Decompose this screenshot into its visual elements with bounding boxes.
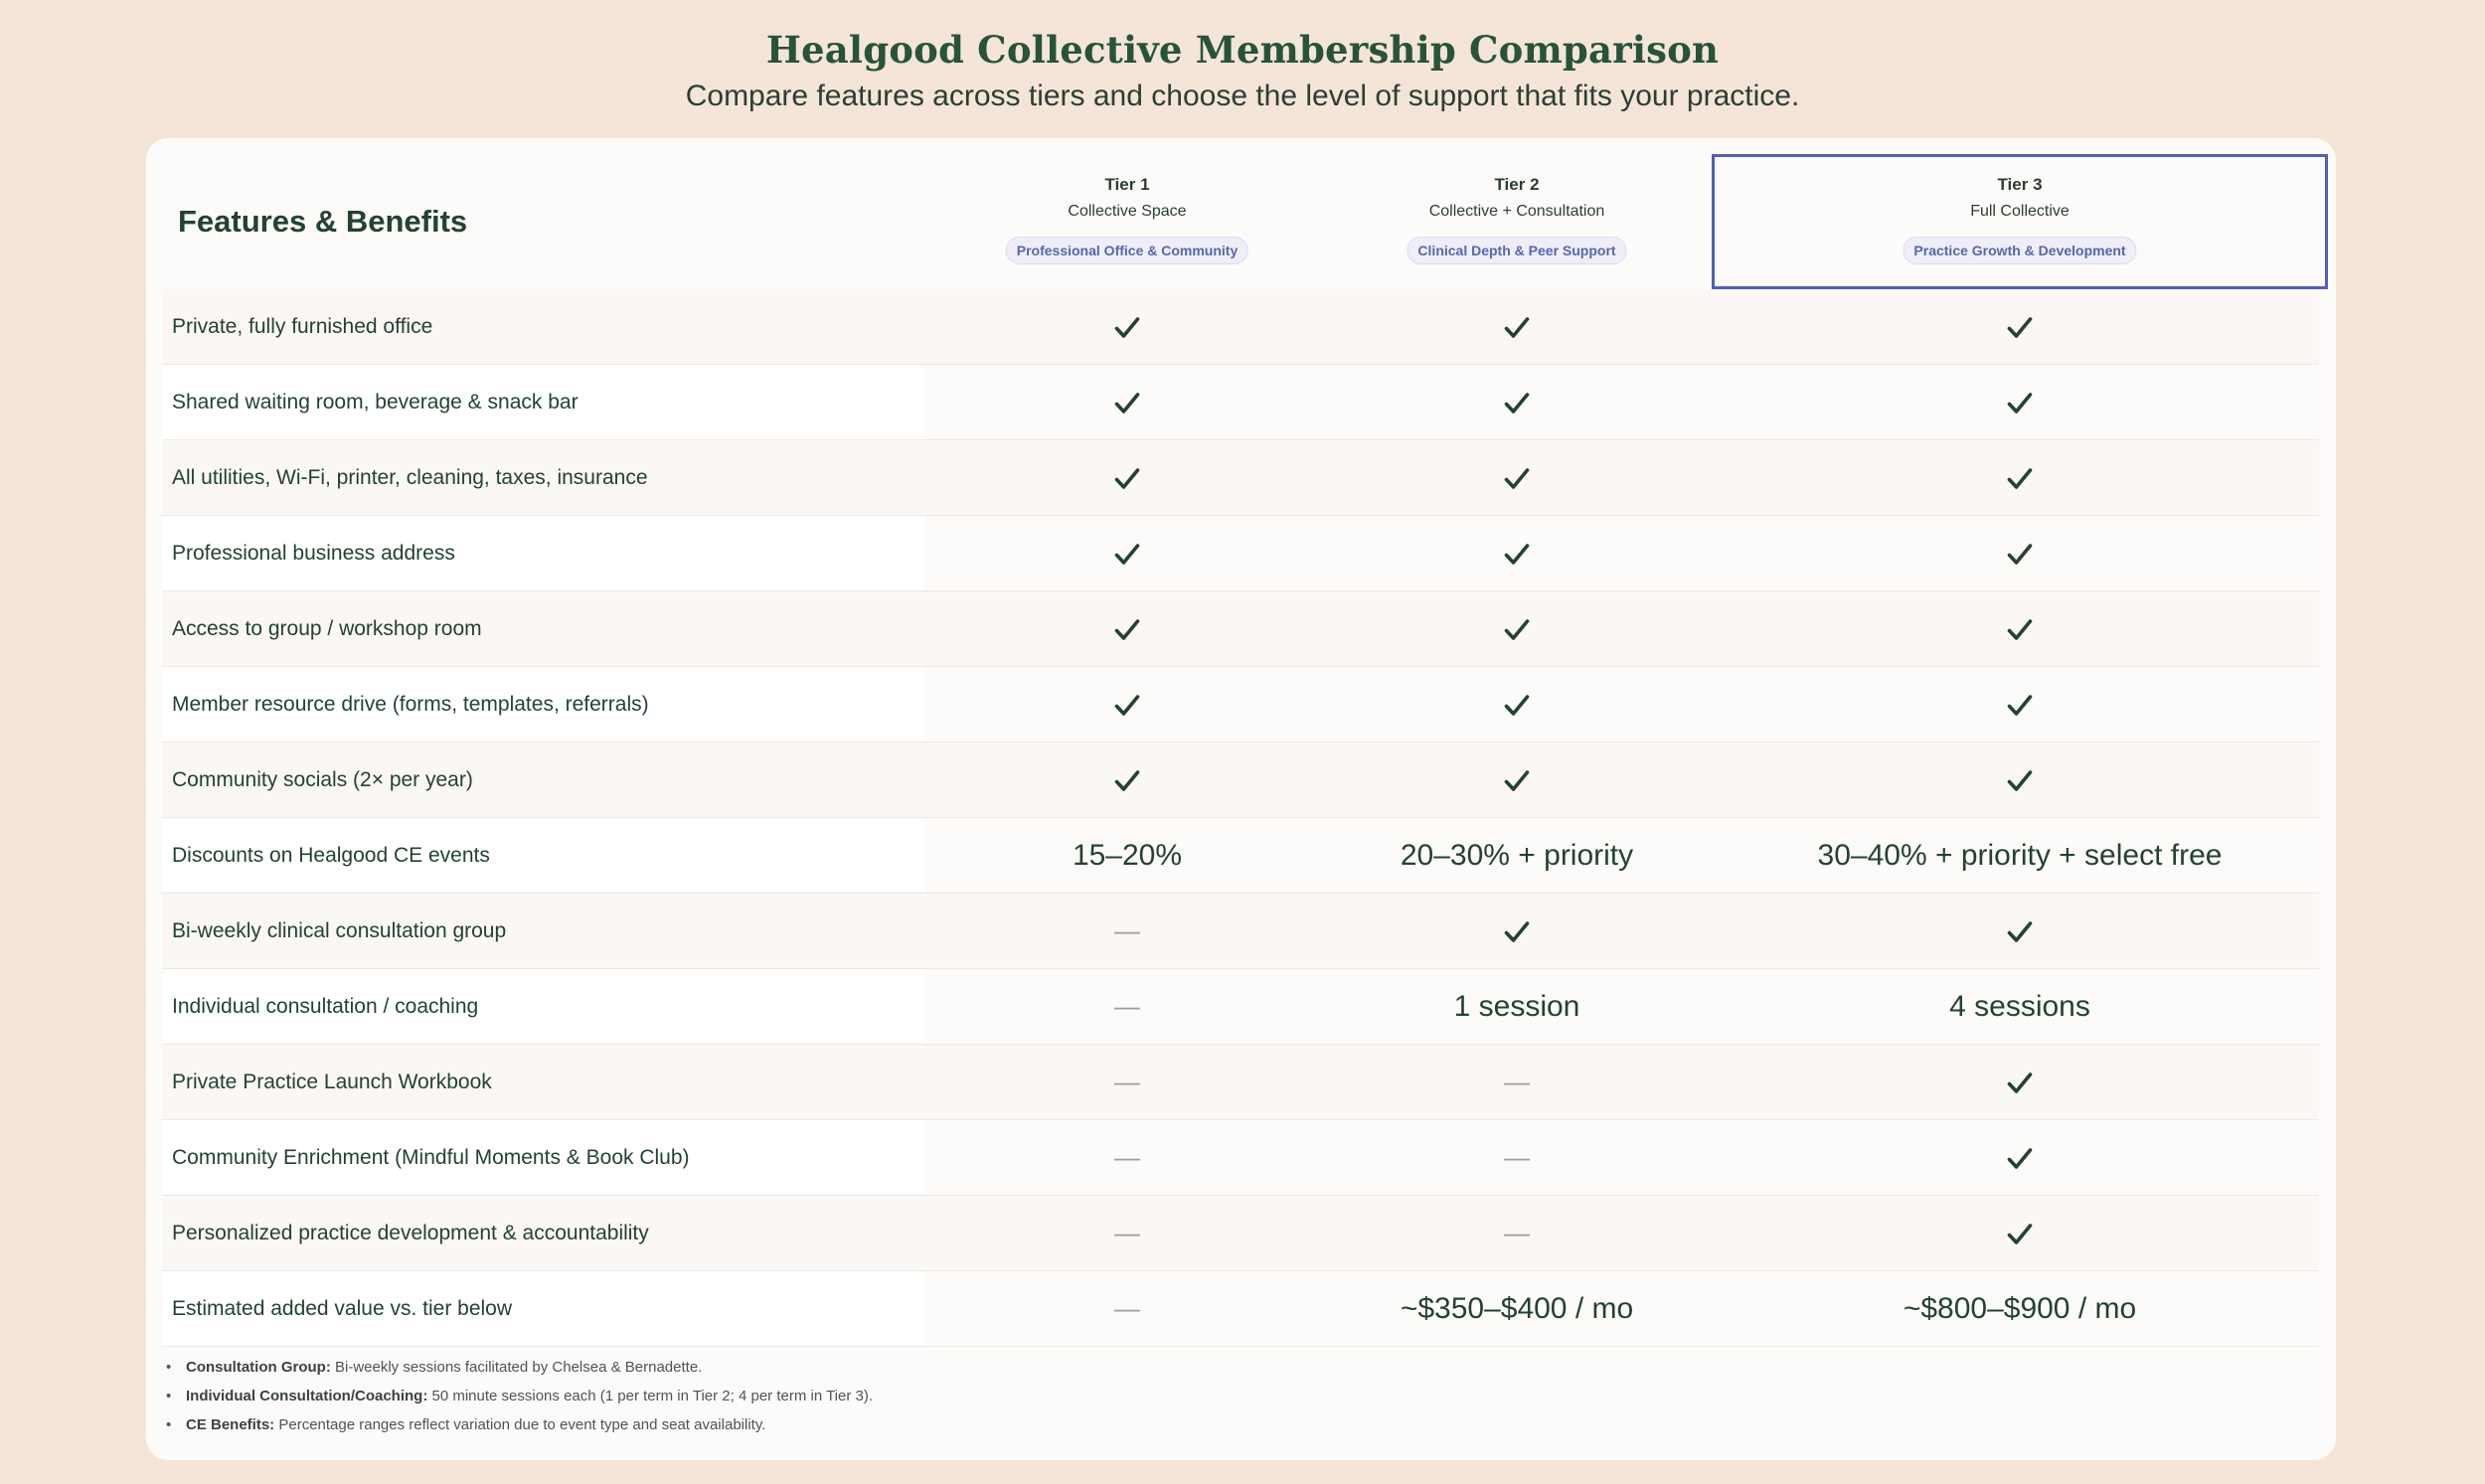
tier-2-included [1322,742,1712,817]
tier-1-included [932,591,1322,666]
tier-3-included [1712,365,2328,439]
tier-subtitle: Full Collective [1970,203,2070,220]
tier-badge: Practice Growth & Development [1903,237,2136,264]
tier-2-included [1322,440,1712,515]
feature-label: Shared waiting room, beverage & snack bar [162,365,924,439]
tier-2-value: 1 session [1453,990,1580,1023]
footnote [166,1382,1359,1410]
tier-values [924,289,2319,364]
tier-values [924,1045,2319,1119]
tier-badge: Clinical Depth & Peer Support [1407,237,1626,264]
feature-label: Private Practice Launch Workbook [162,1045,924,1119]
tier-values [924,818,2319,893]
check-icon [2007,1147,2033,1171]
footnote-text: Percentage ranges reflect variation due to event type and seat availability. [274,1416,766,1433]
tier-3-included [1712,1196,2328,1270]
feature-label: Personalized practice development & accountability [162,1196,924,1270]
tier-subtitle: Collective Space [1068,203,1187,220]
footnote-text: Bi-weekly sessions facilitated by Chelsea & Bernadette. [330,1359,703,1376]
check-icon [1504,543,1530,567]
check-icon [1504,467,1530,491]
tier-2-value: 20–30% + priority [1400,839,1634,872]
table-row [162,365,2319,440]
tier-3-included [1712,667,2328,742]
footnote-label: Consultation Group: [186,1359,331,1376]
comparison-card [146,138,2336,1460]
tier-1-included [932,365,1322,439]
tier-2-value: ~$350–$400 / mo [1400,1292,1634,1325]
check-icon [2007,543,2033,567]
feature-label: Private, fully furnished office [162,289,924,364]
tier-badge: Professional Office & Community [1006,237,1248,264]
tier-name: Tier 1 [1104,175,1150,194]
tier-values [924,1271,2319,1346]
tier-1-included [932,667,1322,742]
tier-2-header [1322,154,1712,289]
feature-label: All utilities, Wi-Fi, printer, cleaning, taxes, insurance [162,440,924,515]
tier-3-value: ~$800–$900 / mo [1903,1292,2137,1325]
footnote [166,1353,1359,1382]
check-icon [1114,392,1140,415]
page-title: Healgood Collective Membership Comparison [765,28,1720,72]
check-icon [1114,694,1140,718]
tier-subtitle: Collective + Consultation [1428,203,1605,220]
footnotes [166,1353,1359,1439]
table-row [162,591,2319,667]
tier-1-included [932,742,1322,817]
tier-1-included [932,440,1322,515]
feature-label: Estimated added value vs. tier below [162,1271,924,1346]
check-icon [1114,543,1140,567]
table-row [162,516,2319,591]
tier-2-not-included: — [1504,1067,1530,1096]
tier-values [924,1120,2319,1195]
table-row [162,1271,2319,1347]
tier-values [924,591,2319,666]
check-icon [1114,467,1140,491]
check-icon [2007,694,2033,718]
tier-1-not-included: — [1114,991,1140,1021]
tier-3-value: 4 sessions [1949,990,2090,1023]
check-icon [1114,316,1140,340]
tier-3-included [1712,894,2328,968]
tier-values [924,969,2319,1044]
tier-2-included [1322,289,1712,364]
tier-values [924,516,2319,590]
feature-label: Access to group / workshop room [162,591,924,666]
table-header [162,154,2319,291]
tier-2-included [1322,591,1712,666]
table-row [162,1120,2319,1196]
tier-1-header [932,154,1322,289]
table-row [162,289,2319,365]
check-icon [2007,769,2033,793]
check-icon [2007,1072,2033,1095]
check-icon [2007,1223,2033,1246]
tier-1-not-included: — [1114,915,1140,945]
check-icon [1504,392,1530,415]
tier-values [924,440,2319,515]
tier-3-included [1712,516,2328,590]
tier-3-included [1712,591,2328,666]
tier-3-included [1712,1045,2328,1119]
tier-values [924,894,2319,968]
check-icon [1114,618,1140,642]
footnote-label: Individual Consultation/Coaching: [186,1388,428,1404]
check-icon [2007,618,2033,642]
table-row [162,667,2319,742]
tier-1-not-included: — [1114,1293,1140,1323]
tier-name: Tier 3 [1997,175,2043,194]
tier-3-included [1712,440,2328,515]
check-icon [2007,467,2033,491]
tier-1-not-included: — [1114,1067,1140,1096]
table-body [162,289,2319,1347]
tier-3-header[interactable] [1712,154,2328,289]
feature-label: Community socials (2× per year) [162,742,924,817]
tier-2-included [1322,667,1712,742]
tier-2-included [1322,516,1712,590]
check-icon [2007,920,2033,944]
tier-2-not-included: — [1504,1142,1530,1172]
footnote-text: 50 minute sessions each (1 per term in Tier 2; 4 per term in Tier 3). [427,1388,874,1404]
tier-2-included [1322,365,1712,439]
tier-2-not-included: — [1504,1218,1530,1247]
table-row [162,742,2319,818]
tier-1-not-included: — [1114,1218,1140,1247]
check-icon [1504,316,1530,340]
tier-name: Tier 2 [1494,175,1540,194]
page-subtitle: Compare features across tiers and choose the level of support that fits your practice. [685,80,1800,112]
check-icon [2007,316,2033,340]
check-icon [1504,920,1530,944]
tier-values [924,742,2319,817]
tier-1-value: 15–20% [1072,839,1183,872]
table-row [162,1045,2319,1120]
footnote-label: CE Benefits: [186,1416,275,1433]
table-row [162,969,2319,1045]
feature-label: Bi-weekly clinical consultation group [162,894,924,968]
tier-3-included [1712,742,2328,817]
feature-label: Individual consultation / coaching [162,969,924,1044]
check-icon [1504,618,1530,642]
tier-3-included [1712,1120,2328,1195]
tier-2-included [1322,894,1712,968]
check-icon [1114,769,1140,793]
check-icon [2007,392,2033,415]
table-row [162,1196,2319,1271]
tier-values [924,667,2319,742]
table-row [162,440,2319,516]
tier-3-included [1712,289,2328,364]
tier-1-included [932,289,1322,364]
tier-values [924,1196,2319,1270]
feature-label: Member resource drive (forms, templates, referrals) [162,667,924,742]
tier-values [924,365,2319,439]
check-icon [1504,694,1530,718]
features-heading: Features & Benefits [178,204,468,239]
table-row [162,818,2319,894]
feature-label: Professional business address [162,516,924,590]
tier-1-not-included: — [1114,1142,1140,1172]
tier-3-value: 30–40% + priority + select free [1817,839,2223,872]
feature-label: Community Enrichment (Mindful Moments & Book Club) [162,1120,924,1195]
feature-label: Discounts on Healgood CE events [162,818,924,893]
tier-1-included [932,516,1322,590]
check-icon [1504,769,1530,793]
table-row [162,894,2319,969]
footnote [166,1410,1359,1439]
